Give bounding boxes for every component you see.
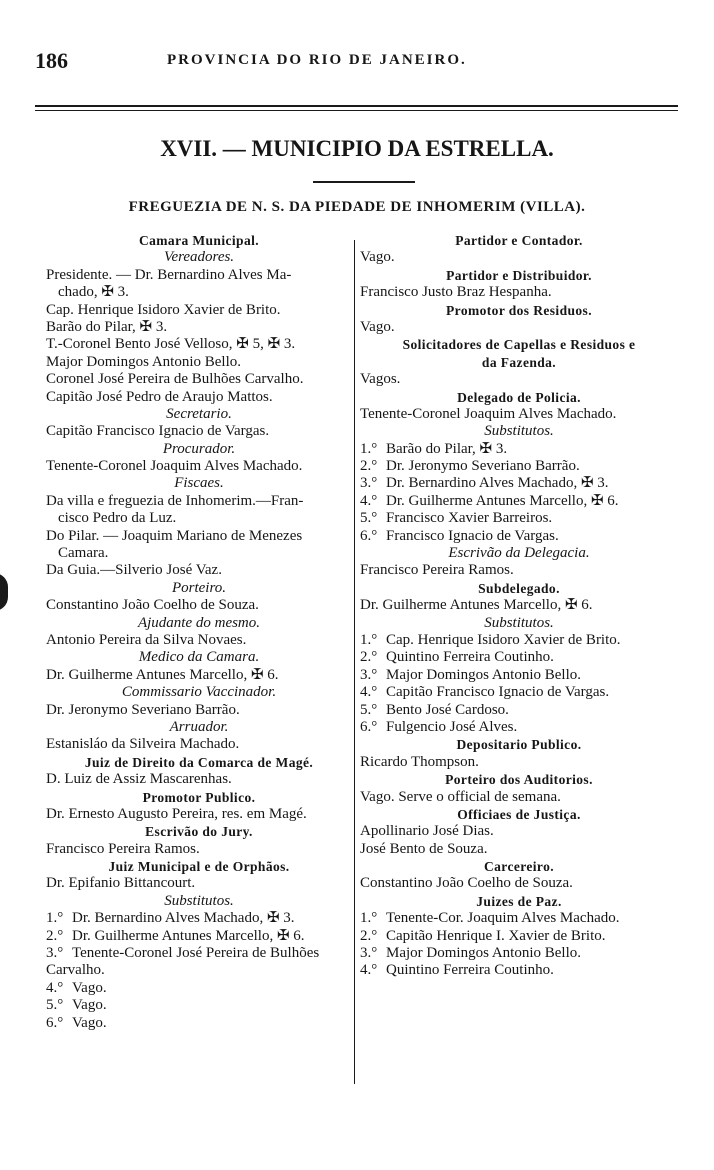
entry-line: Dr. Guilherme Antunes Marcello, ✠ 6.: [46, 666, 279, 683]
entry-number: 4.°: [360, 962, 378, 979]
municipality-title: XVII. — MUNICIPIO DA ESTRELLA.: [160, 136, 554, 161]
numbered-entry: [360, 945, 678, 962]
section-heading: Subdelegado.: [478, 580, 560, 596]
right-column: [360, 232, 678, 980]
section-heading: Partidor e Distribuidor.: [446, 267, 592, 283]
entry-number: 5.°: [46, 997, 64, 1014]
page-number: 186: [35, 48, 68, 73]
binding-mark: [0, 573, 8, 611]
entry-text: Tenente-Coronel José Pereira de Bulhões: [72, 945, 320, 962]
entry-number: 1.°: [46, 910, 64, 927]
numbered-entry: [360, 649, 678, 666]
entry-text: Vago.: [72, 997, 107, 1014]
entry-text: Barão do Pilar, ✠ 3.: [386, 440, 508, 457]
running-title: PROVINCIA DO RIO DE JANEIRO.: [167, 52, 467, 68]
numbered-entry: [46, 980, 352, 997]
numbered-entry: [360, 632, 678, 649]
role-subheading: Substitutos.: [164, 892, 234, 909]
entry-number: 4.°: [360, 684, 378, 701]
entry-line: Francisco Pereira Ramos.: [360, 562, 514, 579]
entry-line: chado, ✠ 3.: [58, 284, 129, 301]
entry-line: Carvalho.: [46, 962, 105, 979]
entry-line: José Bento de Souza.: [360, 840, 488, 857]
header-rule: [35, 105, 678, 107]
entry-text: Major Domingos Antonio Bello.: [386, 945, 581, 962]
entry-text: Tenente-Cor. Joaquim Alves Machado.: [386, 910, 620, 927]
numbered-entry: [360, 684, 678, 701]
entry-line: Capitão José Pedro de Araujo Mattos.: [46, 388, 273, 405]
role-subheading: Vereadores.: [163, 249, 235, 266]
section-heading: Juizes de Paz.: [476, 893, 562, 909]
numbered-entry: [360, 458, 678, 475]
section-heading: Juiz Municipal e de Orphãos.: [108, 859, 290, 875]
entry-line: Apollinario José Dias.: [360, 823, 494, 840]
entry-number: 5.°: [360, 701, 378, 718]
entry-line: Vagos.: [360, 371, 401, 388]
numbered-entry: [46, 928, 352, 945]
entry-line: Dr. Epifanio Bittancourt.: [46, 875, 196, 892]
numbered-entry: [46, 910, 352, 927]
numbered-entry: [46, 997, 352, 1014]
role-subheading: Porteiro.: [171, 579, 227, 596]
numbered-entry: [360, 702, 678, 719]
entry-number: 3.°: [46, 945, 64, 962]
entry-text: Vago.: [72, 1014, 107, 1031]
numbered-entry: [360, 928, 678, 945]
role-subheading: Secretario.: [166, 405, 232, 422]
entry-line: Francisco Pereira Ramos.: [46, 840, 200, 857]
numbered-entry: [360, 441, 678, 458]
numbered-entry: [360, 475, 678, 492]
entry-number: 2.°: [360, 458, 378, 475]
entry-number: 5.°: [360, 510, 378, 527]
role-subheading: Escrivão da Delegacia.: [448, 545, 590, 562]
entry-number: 4.°: [46, 979, 64, 996]
entry-line: cisco Pedro da Luz.: [58, 510, 177, 527]
entry-number: 4.°: [360, 492, 378, 509]
header-rule-thin: [35, 110, 678, 111]
entry-line: Dr. Jeronymo Severiano Barrão.: [46, 701, 240, 718]
role-subheading: Commissario Vaccinador.: [121, 684, 277, 701]
parish-subtitle: FREGUEZIA DE N. S. DA PIEDADE DE INHOMERIM (VILLA).: [128, 199, 586, 215]
entry-number: 2.°: [360, 649, 378, 666]
entry-text: Bento José Cardoso.: [386, 701, 509, 718]
entry-line: Da villa e freguezia de Inhomerim.—Fran-: [46, 492, 304, 509]
entry-text: Vago.: [72, 979, 107, 996]
entry-text: Dr. Guilherme Antunes Marcello, ✠ 6.: [386, 492, 619, 509]
column-divider: [354, 240, 355, 1084]
numbered-entry: [360, 719, 678, 736]
entry-number: 2.°: [46, 927, 64, 944]
role-subheading: Arruador.: [169, 718, 229, 735]
title-rule: [313, 181, 415, 183]
entry-text: Capitão Henrique I. Xavier de Brito.: [386, 927, 606, 944]
entry-text: Francisco Ignacio de Vargas.: [386, 527, 559, 544]
numbered-entry: [360, 962, 678, 979]
entry-line: Vago.: [360, 249, 395, 266]
entry-number: 6.°: [360, 527, 378, 544]
entry-line: Constantino João Coelho de Souza.: [360, 875, 573, 892]
entry-number: 3.°: [360, 475, 378, 492]
numbered-entry: [360, 510, 678, 527]
entry-text: Dr. Guilherme Antunes Marcello, ✠ 6.: [72, 927, 305, 944]
entry-text: Fulgencio José Alves.: [386, 718, 518, 735]
entry-line: Capitão Francisco Ignacio de Vargas.: [46, 423, 270, 440]
entry-text: Dr. Bernardino Alves Machado, ✠ 3.: [72, 910, 295, 927]
section-heading: Carcereiro.: [484, 859, 554, 875]
entry-line: D. Luiz de Assiz Mascarenhas.: [46, 771, 232, 788]
section-heading: Delegado de Policia.: [457, 389, 581, 405]
entry-line: Da Guia.—Silverio José Vaz.: [46, 562, 222, 579]
entry-number: 3.°: [360, 666, 378, 683]
role-subheading: Medico da Camara.: [138, 649, 260, 666]
section-heading: Partidor e Contador.: [455, 233, 583, 248]
role-subheading: Fiscaes.: [174, 475, 224, 492]
entry-line: Tenente-Coronel Joaquim Alves Machado.: [360, 405, 617, 422]
entry-line: T.-Coronel Bento José Velloso, ✠ 5, ✠ 3.: [46, 336, 296, 353]
role-subheading: Substitutos.: [484, 614, 554, 631]
entry-text: Quintino Ferreira Coutinho.: [386, 962, 554, 979]
entry-line: Camara.: [58, 545, 109, 562]
numbered-entry: [360, 667, 678, 684]
section-heading: Porteiro dos Auditorios.: [445, 772, 593, 788]
entry-text: Dr. Jeronymo Severiano Barrão.: [386, 458, 580, 475]
entry-line: Vago. Serve o official de semana.: [360, 788, 561, 805]
entry-number: 3.°: [360, 945, 378, 962]
section-heading: Camara Municipal.: [138, 233, 260, 248]
role-subheading: Substitutos.: [484, 423, 554, 440]
entry-text: Francisco Xavier Barreiros.: [386, 510, 553, 527]
section-heading: Promotor Publico.: [142, 789, 256, 805]
role-subheading: Procurador.: [162, 440, 236, 457]
entry-text: Major Domingos Antonio Bello.: [386, 666, 581, 683]
section-heading: Escrivão do Jury.: [145, 824, 253, 840]
role-subheading: Ajudante do mesmo.: [137, 614, 261, 631]
entry-line: Estanisláo da Silveira Machado.: [46, 736, 240, 753]
section-heading: Juiz de Direito da Comarca de Magé.: [84, 754, 314, 770]
entry-text: Dr. Bernardino Alves Machado, ✠ 3.: [386, 475, 609, 492]
entry-line: Barão do Pilar, ✠ 3.: [46, 318, 168, 335]
entry-text: Quintino Ferreira Coutinho.: [386, 649, 554, 666]
entry-number: 1.°: [360, 631, 378, 648]
entry-line: Major Domingos Antonio Bello.: [46, 353, 241, 370]
entry-text: Capitão Francisco Ignacio de Vargas.: [386, 684, 610, 701]
entry-number: 1.°: [360, 910, 378, 927]
numbered-entry: [46, 1015, 352, 1032]
entry-line: Francisco Justo Braz Hespanha.: [360, 284, 552, 301]
entry-line: Vago.: [360, 318, 395, 335]
entry-line: Do Pilar. — Joaquim Mariano de Menezes: [46, 527, 303, 544]
numbered-entry: [360, 528, 678, 545]
entry-number: 6.°: [360, 718, 378, 735]
section-heading: Solicitadores de Capellas e Residuos e: [402, 337, 636, 353]
left-column: [46, 232, 352, 1032]
entry-line: Coronel José Pereira de Bulhões Carvalho.: [46, 371, 304, 388]
section-heading: Officiaes de Justiça.: [457, 806, 581, 822]
entry-number: 1.°: [360, 440, 378, 457]
entry-number: 2.°: [360, 927, 378, 944]
entry-line: Constantino João Coelho de Souza.: [46, 597, 259, 614]
entry-line: Ricardo Thompson.: [360, 753, 479, 770]
entry-line: Dr. Ernesto Augusto Pereira, res. em Magé.: [46, 805, 307, 822]
numbered-entry: [360, 493, 678, 510]
entry-line: Antonio Pereira da Silva Novaes.: [46, 631, 247, 648]
entry-line: Tenente-Coronel Joaquim Alves Machado.: [46, 458, 303, 475]
numbered-entry: [360, 910, 678, 927]
entry-text: Cap. Henrique Isidoro Xavier de Brito.: [386, 631, 621, 648]
section-heading: Depositario Publico.: [456, 737, 582, 753]
entry-line: Dr. Guilherme Antunes Marcello, ✠ 6.: [360, 597, 593, 614]
section-heading: Promotor dos Residuos.: [446, 302, 592, 318]
section-heading: da Fazenda.: [481, 354, 557, 370]
entry-number: 6.°: [46, 1014, 64, 1031]
entry-line: Presidente. — Dr. Bernardino Alves Ma-: [46, 266, 292, 283]
entry-line: Cap. Henrique Isidoro Xavier de Brito.: [46, 301, 281, 318]
numbered-entry: [46, 945, 352, 962]
